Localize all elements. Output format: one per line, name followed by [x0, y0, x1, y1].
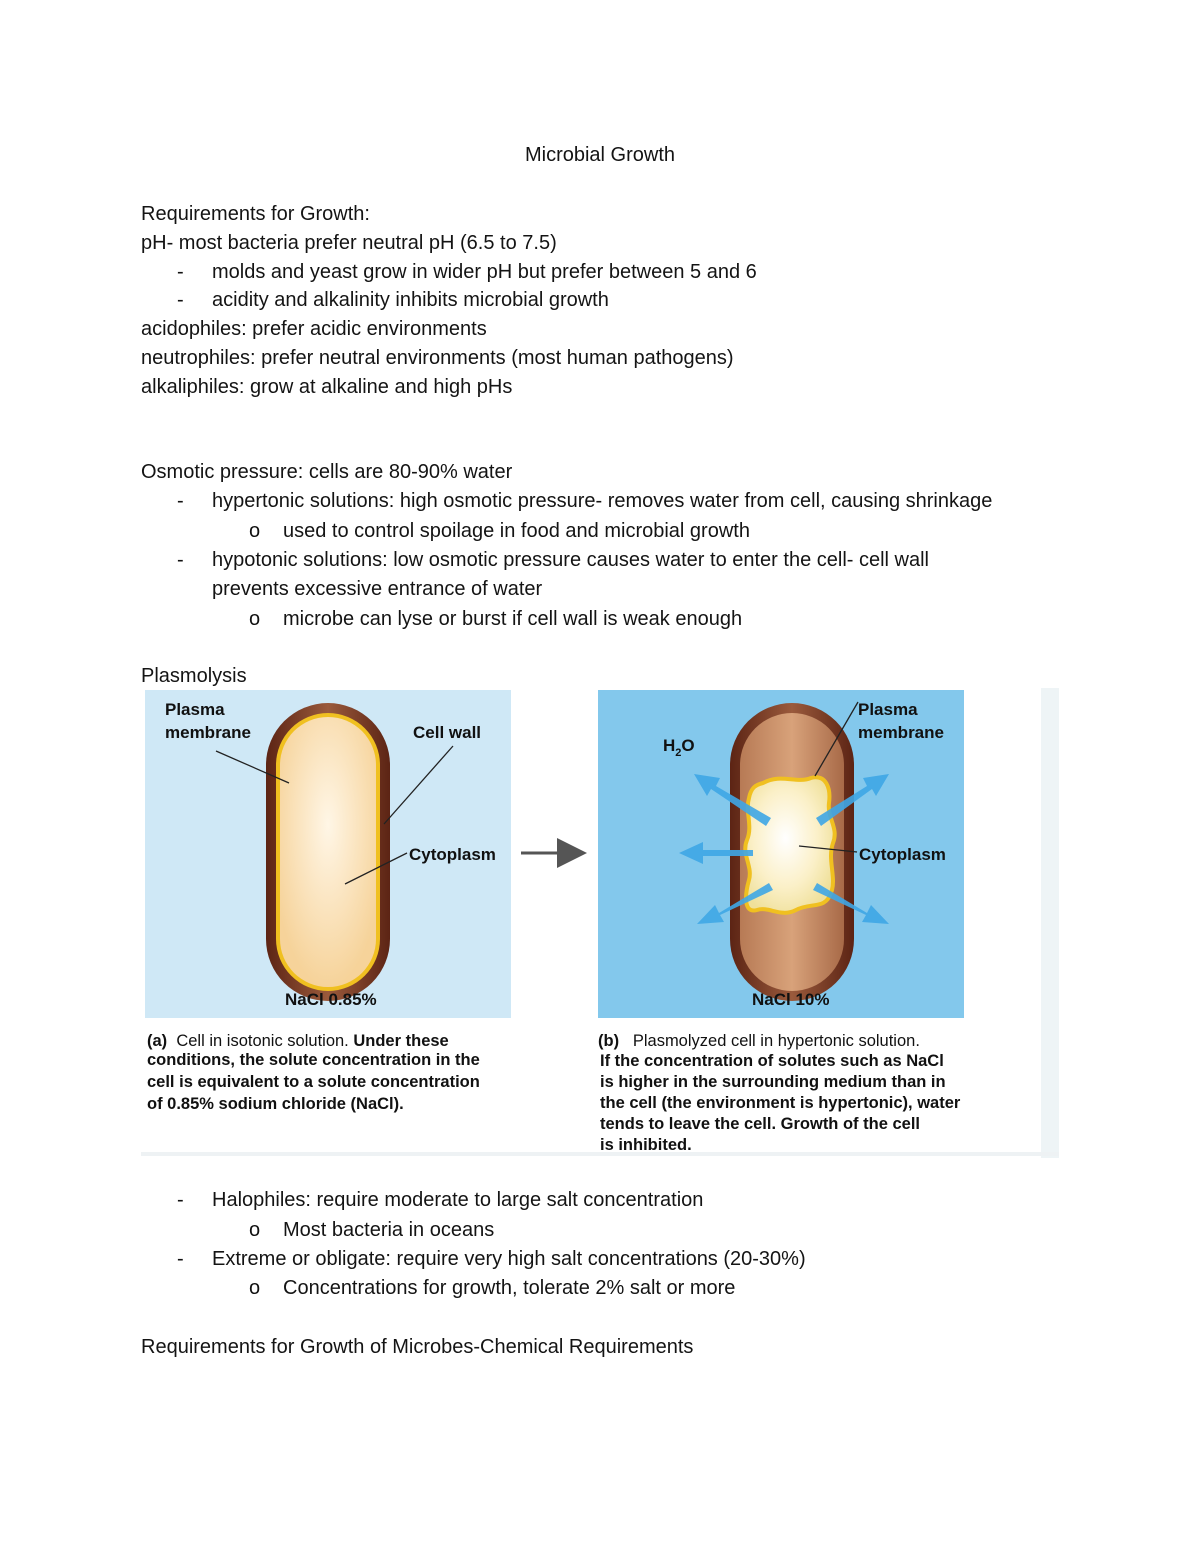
- caption-b-line: the cell (the environment is hypertonic), water: [600, 1094, 961, 1112]
- caption-b-line: (b) Plasmolyzed cell in hypertonic solution.: [598, 1032, 920, 1050]
- label-plasma-membrane-b: membrane: [858, 723, 944, 742]
- list-item: Halophiles: require moderate to large salt concentration: [212, 1189, 704, 1211]
- label-cell-wall: Cell wall: [413, 723, 482, 742]
- caption-a-line: (a) Cell in isotonic solution. Under these: [147, 1032, 449, 1050]
- sub-list-item: used to control spoilage in food and microbial growth: [283, 520, 750, 542]
- list-dash: -: [177, 1248, 184, 1270]
- list-item: hypertonic solutions: high osmotic pressure- removes water from cell, causing shrinkage: [212, 490, 993, 512]
- caption-a-line: cell is equivalent to a solute concentration: [147, 1073, 480, 1091]
- label-plasma-membrane-b: Plasma: [858, 700, 918, 719]
- label-plasma-membrane-a: membrane: [165, 723, 251, 742]
- list-item: hypotonic solutions: low osmotic pressure causes water to enter the cell- cell wall: [212, 549, 929, 571]
- figure-heading: Plasmolysis: [141, 665, 247, 687]
- cytoplasm-shape: [280, 717, 376, 987]
- caption-b-line: tends to leave the cell. Growth of the cell: [600, 1115, 920, 1133]
- list-dash: -: [177, 289, 184, 311]
- label-plasma-membrane-a: Plasma: [165, 700, 225, 719]
- isotonic-cell: [266, 703, 390, 1001]
- label-h2o: $H_2O$: [663, 736, 695, 759]
- label-nacl-b: NaCl 10%: [752, 990, 830, 1009]
- list-item: molds and yeast grow in wider pH but prefer between 5 and 6: [212, 261, 757, 283]
- page-title: Microbial Growth: [524, 144, 676, 166]
- caption-b-line: is higher in the surrounding medium than in: [600, 1073, 946, 1091]
- section-heading: Requirements for Growth of Microbes-Chemical Requirements: [141, 1336, 694, 1358]
- list-dash: -: [177, 1189, 184, 1211]
- sub-bullet-marker: o: [249, 520, 261, 542]
- label-nacl-a: NaCl 0.85%: [285, 990, 377, 1009]
- scan-edge: [1041, 688, 1059, 1158]
- caption-a-line: of 0.85% sodium chloride (NaCl).: [147, 1095, 404, 1113]
- sub-bullet-marker: o: [249, 1219, 261, 1241]
- plasmolysis-figure: [141, 688, 1059, 1158]
- ph-type: alkaliphiles: grow at alkaline and high pHs: [141, 376, 513, 398]
- caption-a-line: conditions, the solute concentration in the: [147, 1051, 480, 1069]
- list-item: Extreme or obligate: require very high salt concentrations (20-30%): [212, 1248, 806, 1270]
- caption-b-line: If the concentration of solutes such as NaCl: [600, 1052, 944, 1070]
- label-cytoplasm-b: Cytoplasm: [859, 845, 946, 864]
- sub-bullet-marker: o: [249, 608, 261, 630]
- label-cytoplasm-a: Cytoplasm: [409, 845, 496, 864]
- sub-bullet-marker: o: [249, 1277, 261, 1299]
- osmotic-intro: Osmotic pressure: cells are 80-90% water: [141, 461, 513, 483]
- sub-list-item: microbe can lyse or burst if cell wall is weak enough: [283, 608, 743, 630]
- sub-list-item: Concentrations for growth, tolerate 2% salt or more: [283, 1277, 736, 1299]
- list-dash: -: [177, 490, 184, 512]
- ph-type: neutrophiles: prefer neutral environments (most human pathogens): [141, 347, 734, 369]
- ph-intro: pH- most bacteria prefer neutral pH (6.5 to 7.5): [141, 232, 557, 254]
- list-item: acidity and alkalinity inhibits microbial growth: [212, 289, 609, 311]
- list-dash: -: [177, 261, 184, 283]
- ph-type: acidophiles: prefer acidic environments: [141, 318, 487, 340]
- list-item-continued: prevents excessive entrance of water: [212, 578, 543, 600]
- section-heading: Requirements for Growth:: [141, 203, 370, 225]
- list-dash: -: [177, 549, 184, 571]
- caption-b-line: is inhibited.: [600, 1136, 692, 1154]
- sub-list-item: Most bacteria in oceans: [283, 1219, 495, 1241]
